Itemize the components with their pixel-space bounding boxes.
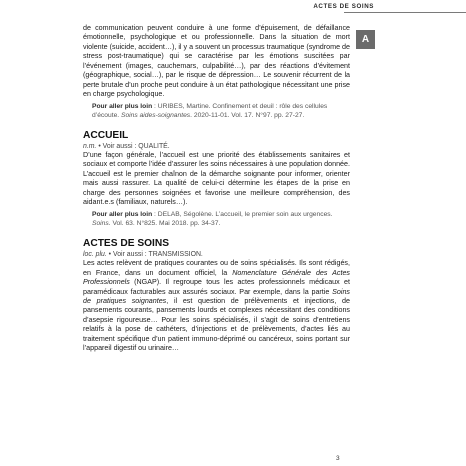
further-reading-ref: : DELAB, Ségolène. L’accueil, le premier soin aux urgences.	[152, 210, 333, 218]
further-reading-label: Pour aller plus loin	[92, 102, 153, 110]
part-of-speech: loc. plu.	[83, 251, 107, 259]
definition-text: Les actes relèvent de pratiques courantes ou de soins spécialisés. Ils sont rédigés, en France, dans un document officiel, la	[83, 259, 350, 277]
entry-meta	[83, 250, 350, 259]
further-reading-ref: : URIBES, Martine. Confinement et deuil : rôle des cellules d’écoute.	[92, 102, 328, 119]
entry-definition	[83, 259, 350, 354]
definition-emphasis: Soins de pratiques soignantes	[83, 287, 350, 305]
further-reading-source: Soins aides-soignantes	[121, 111, 191, 119]
text-column	[83, 24, 350, 354]
entry-meta	[83, 142, 350, 151]
definition-text: , il est question de prélèvements et injections, de pansements courants, pansements lourds et complexes nécessitant des conditions d’asepsie rigoureuse… Pour les soins spécialisés, il s’agit de soins d’entretiens relatifs à la pose de cathéters, d’injections et de prélèvements, d’actes liés au traitement spécifique d’un patient immuno-déprimé ou cancéreux, soins portant sur l’appareil digestif ou urinaire…	[83, 296, 350, 353]
see-also: • Voir aussi : TRANSMISSION.	[106, 251, 203, 259]
running-head: ACTES DE SOINS	[313, 3, 374, 10]
further-reading	[83, 210, 350, 228]
further-reading-details: . Vol. 63. N°825. Mai 2018. pp. 34-37.	[108, 219, 221, 227]
definition-text: (NGAP). Il regroupe tous les actes professionnels médicaux et paramédicaux facturables aux assurés sociaux. Par exemple, dans la partie	[83, 278, 350, 296]
letter-thumb-tab: A	[356, 30, 375, 49]
further-reading-details: . 2020-11-01. Vol. 17. N°97. pp. 27-27.	[190, 111, 305, 119]
further-reading	[83, 102, 350, 120]
definition-emphasis: Nomenclature Générale des Actes Professionnels	[83, 268, 350, 287]
further-reading-label: Pour aller plus loin	[92, 210, 153, 218]
further-reading-source: Soins	[92, 219, 109, 227]
entry-title-accueil: ACCUEIL	[83, 130, 129, 142]
entry-title-actes-de-soins: ACTES DE SOINS	[83, 238, 170, 250]
continued-paragraph: de communication peuvent conduire à une forme d’épuisement, de défaillance émotionnelle, psychologique et ou professionnelle. Dans la situation de mort violente (suicide, accident…), il y a souvent un processus traumatique (syndrome de stress post-traumatique) qui se caractérise par les émotions suscitées par l’événement (images, cauchemars, culpabilité…), par des réactions d’évitement (géographique, social…), par le risque de dépression… Le souvenir récurrent de la perte brutale d’un proche peut conduire à un état pathologique nécessitant une prise en charge psychologique.	[83, 24, 350, 99]
see-also: • Voir aussi : QUALITÉ.	[96, 143, 170, 151]
entry-definition: D’une façon générale, l’accueil est une priorité des établissements sanitaires et sociaux et comporte l’idée d’assurer les soins nécessaires à une population donnée. L’accueil est le premier chaînon de la démarche soignante pour informer, orienter mais aussi rassurer. La qualité de celui-ci détermine les étapes de la prise en charge des personnes soignées et favorise une meilleure compréhension, des aidant.e.s (familiaux, naturels…).	[83, 151, 350, 207]
part-of-speech: n.m.	[83, 143, 97, 151]
header-rule	[344, 12, 466, 13]
page-number: 3	[336, 455, 340, 462]
